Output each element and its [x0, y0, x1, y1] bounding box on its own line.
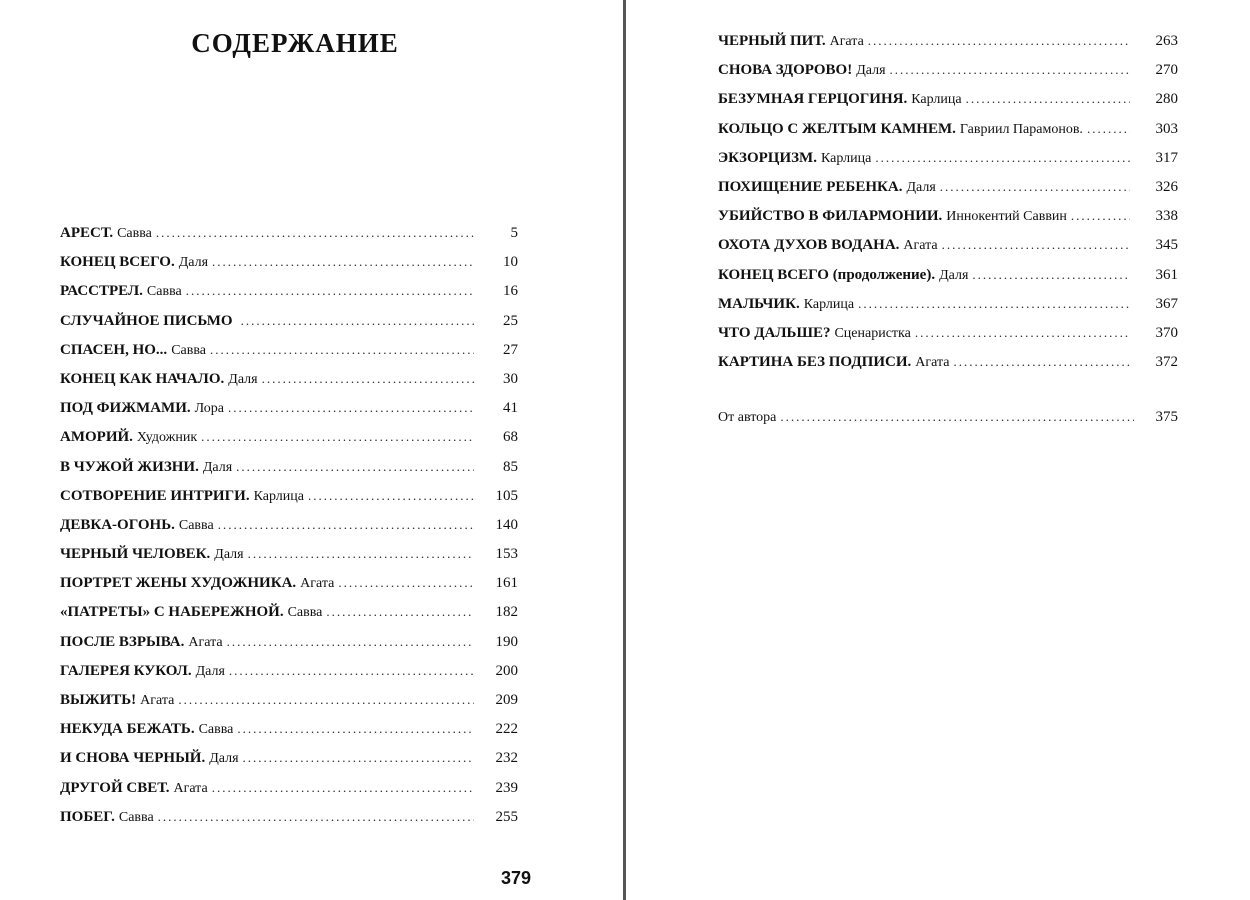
dot-leader [228, 396, 474, 420]
toc-page: 222 [495, 721, 518, 738]
toc-entry[interactable] [718, 175, 1178, 204]
toc-author: Даля [209, 751, 239, 767]
toc-author: Даля [178, 255, 209, 271]
toc-heading: УБИЙСТВО В ФИЛАРМОНИИ. [718, 208, 943, 225]
toc-heading: ЧЕРНЫЙ ЧЕЛОВЕК. [60, 546, 211, 563]
toc-page: 27 [503, 341, 518, 358]
toc-heading: ПОСЛЕ ВЗРЫВА. [60, 633, 185, 650]
dot-leader [156, 221, 474, 245]
toc-author: Иннокентий Саввин [946, 209, 1067, 225]
toc-entry[interactable] [718, 263, 1178, 292]
toc-entry[interactable] [60, 571, 518, 600]
toc-page: 239 [495, 779, 518, 796]
toc-page: 361 [1155, 266, 1178, 283]
toc-page: 140 [495, 516, 518, 533]
toc-entry[interactable] [718, 233, 1178, 262]
toc-heading: ЧТО ДАЛЬШЕ? [718, 324, 831, 341]
toc-author: Агата [300, 576, 335, 592]
toc-heading: РАССТРЕЛ. [60, 283, 143, 300]
toc-page: 85 [503, 458, 518, 475]
afterword-entry[interactable] [718, 405, 1178, 434]
dot-leader [218, 513, 474, 537]
toc-heading: СПАСЕН, НО... [60, 341, 168, 358]
toc-entry[interactable] [718, 204, 1178, 233]
toc-author: Агата [915, 355, 950, 371]
page-title: СОДЕРЖАНИЕ [191, 28, 399, 58]
toc-heading: ОХОТА ДУХОВ ВОДАНА. [718, 237, 900, 254]
toc-author: Лора [194, 401, 224, 417]
toc-heading: БЕЗУМНАЯ ГЕРЦОГИНЯ. [718, 91, 908, 108]
dot-leader [326, 600, 474, 624]
toc-heading: В ЧУЖОЙ ЖИЗНИ. [60, 458, 199, 475]
toc-heading: МАЛЬЧИК. [718, 295, 800, 312]
toc-heading: СЛУЧАЙНОЕ ПИСЬМО [60, 312, 233, 329]
toc-page: 367 [1155, 295, 1178, 312]
toc-heading: ПОБЕГ. [60, 808, 115, 825]
toc-heading: КОНЕЦ ВСЕГО (продолжение). [718, 266, 936, 283]
toc-entry[interactable] [60, 250, 518, 279]
toc-entry[interactable] [718, 350, 1178, 379]
toc-page: 280 [1155, 91, 1178, 108]
toc-page: 370 [1155, 324, 1178, 341]
toc-author: Карлица [803, 296, 855, 312]
toc-page: 161 [495, 575, 518, 592]
toc-entry[interactable] [718, 87, 1178, 116]
toc-entry[interactable] [60, 367, 518, 396]
toc-page: 209 [495, 692, 518, 708]
book-spine [623, 0, 626, 900]
toc-page: 68 [503, 429, 518, 446]
toc-author: Карлица [911, 92, 962, 108]
toc-author: Карлица [253, 488, 304, 504]
right-page [628, 0, 1250, 900]
toc-heading: ЭКЗОРЦИЗМ. [718, 149, 817, 166]
toc-heading: От автора [718, 410, 777, 425]
toc-author: Савва [118, 809, 154, 825]
toc-author: Агата [188, 634, 223, 650]
toc-list-left [60, 221, 518, 834]
toc-heading: АМОРИЙ. [60, 429, 133, 446]
dot-leader [308, 484, 474, 508]
toc-heading: ПОХИЩЕНИЕ РЕБЕНКА. [718, 178, 903, 195]
toc-page: 153 [495, 546, 518, 563]
toc-author: Даля [228, 371, 258, 387]
toc-author: Агата [903, 238, 938, 254]
toc-author: Даля [214, 547, 244, 563]
toc-author: Агата [140, 693, 175, 708]
toc-entry[interactable] [718, 146, 1178, 175]
toc-author: Сценаристка [834, 325, 911, 341]
dot-leader [201, 425, 474, 449]
toc-page: 255 [495, 808, 518, 825]
dot-leader [210, 338, 474, 362]
dot-leader [942, 233, 1130, 257]
toc-page: 41 [503, 400, 518, 417]
toc-entry[interactable] [718, 292, 1178, 321]
dot-leader [178, 688, 474, 712]
toc-heading: КОНЕЦ ВСЕГО. [60, 254, 175, 271]
dot-leader [890, 58, 1130, 82]
toc-heading: ДРУГОЙ СВЕТ. [60, 779, 170, 796]
dot-leader [227, 630, 474, 654]
dot-leader [158, 805, 474, 829]
dot-leader [262, 367, 474, 391]
dot-leader [212, 250, 474, 274]
toc-author: Даля [906, 179, 936, 195]
toc-heading: СНОВА ЗДОРОВО! [718, 62, 853, 79]
toc-entry[interactable] [60, 542, 518, 571]
dot-leader [780, 405, 1134, 429]
toc-entry[interactable] [60, 396, 518, 425]
dot-leader [338, 571, 474, 595]
toc-entry[interactable] [60, 309, 518, 338]
toc-page: 303 [1155, 120, 1178, 137]
toc-entry[interactable] [60, 746, 518, 775]
toc-page: 338 [1155, 208, 1178, 225]
toc-entry[interactable] [60, 455, 518, 484]
toc-entry[interactable] [60, 338, 518, 367]
toc-page: 200 [495, 662, 518, 679]
dot-leader [243, 746, 474, 770]
toc-entry[interactable] [60, 688, 518, 717]
toc-author: Художник [136, 430, 198, 446]
toc-heading: «ПАТРЕТЫ» С НАБЕРЕЖНОЙ. [60, 604, 284, 621]
toc-heading: КОЛЬЦО С ЖЕЛТЫМ КАМНЕМ. [718, 120, 956, 137]
left-page [0, 0, 624, 900]
toc-entry[interactable] [60, 425, 518, 454]
toc-author: Агата [829, 34, 864, 49]
toc-entry[interactable] [60, 805, 518, 834]
toc-heading: СОТВОРЕНИЕ ИНТРИГИ. [60, 487, 250, 504]
dot-leader [858, 292, 1130, 316]
toc-heading: И СНОВА ЧЕРНЫЙ. [60, 750, 206, 767]
toc-entry[interactable] [60, 513, 518, 542]
dot-leader [236, 455, 474, 479]
toc-heading: НЕКУДА БЕЖАТЬ. [60, 721, 195, 738]
toc-page: 232 [495, 750, 518, 767]
dot-leader [972, 263, 1130, 287]
toc-author: Даля [202, 459, 233, 475]
dot-leader [940, 175, 1130, 199]
toc-author: Савва [146, 284, 182, 300]
toc-page: 317 [1155, 149, 1178, 166]
toc-author: Агата [173, 780, 208, 796]
toc-entry[interactable] [718, 58, 1178, 87]
toc-entry[interactable] [60, 776, 518, 805]
toc-entry[interactable] [60, 279, 518, 308]
toc-author: Савва [287, 605, 323, 621]
toc-page: 16 [503, 283, 518, 300]
toc-author: Савва [171, 342, 206, 358]
toc-page: 372 [1155, 354, 1178, 371]
toc-page: 30 [503, 370, 518, 387]
toc-heading: АРЕСТ. [60, 225, 114, 241]
toc-page: 326 [1155, 178, 1178, 195]
dot-leader [237, 717, 474, 741]
toc-page: 182 [495, 604, 518, 621]
dot-leader [966, 87, 1130, 111]
toc-entry[interactable] [60, 659, 518, 688]
toc-heading: ПОД ФИЖМАМИ. [60, 400, 191, 417]
toc-author: Даля [939, 267, 969, 283]
toc-entry[interactable] [60, 600, 518, 629]
toc-list-right [718, 29, 1178, 379]
dot-leader [241, 309, 474, 333]
toc-author: Даля [195, 663, 225, 679]
dot-leader [915, 321, 1130, 345]
toc-entry[interactable] [718, 29, 1178, 58]
toc-author: Савва [117, 226, 152, 241]
toc-heading: ПОРТРЕТ ЖЕНЫ ХУДОЖНИКА. [60, 575, 297, 592]
toc-page: 10 [503, 254, 518, 271]
toc-page: 270 [1155, 62, 1178, 79]
toc-heading: КОНЕЦ КАК НАЧАЛО. [60, 370, 225, 387]
dot-leader [212, 776, 474, 800]
toc-entry[interactable] [60, 221, 518, 250]
dot-leader [953, 350, 1130, 374]
toc-author: Даля [856, 63, 886, 79]
toc-page: 263 [1155, 33, 1178, 49]
toc-heading: ДЕВКА-ОГОНЬ. [60, 516, 175, 533]
toc-author: Гавриил Парамонов. [959, 121, 1083, 137]
dot-leader [229, 659, 474, 683]
toc-page: 105 [495, 487, 518, 504]
toc-author: Савва [178, 517, 214, 533]
toc-author: Карлица [820, 150, 872, 166]
toc-page: 5 [510, 225, 518, 241]
toc-page: 345 [1155, 237, 1178, 254]
dot-leader [1087, 117, 1130, 141]
toc-heading: ЧЕРНЫЙ ПИТ. [718, 33, 826, 49]
toc-page: 375 [1155, 409, 1178, 425]
dot-leader [248, 542, 474, 566]
toc-entry[interactable] [60, 717, 518, 746]
toc-author: Савва [198, 722, 234, 738]
toc-page: 190 [495, 633, 518, 650]
dot-leader [186, 279, 474, 303]
toc-entry[interactable] [718, 321, 1178, 350]
dot-leader [875, 146, 1130, 170]
toc-heading: ГАЛЕРЕЯ КУКОЛ. [60, 662, 192, 679]
toc-entry[interactable] [718, 117, 1178, 146]
page-number: 379 [500, 868, 532, 888]
toc-heading: ВЫЖИТЬ! [60, 692, 137, 708]
dot-leader [868, 29, 1130, 53]
toc-entry[interactable] [60, 630, 518, 659]
toc-page: 25 [503, 312, 518, 329]
toc-entry[interactable] [60, 484, 518, 513]
toc-heading: КАРТИНА БЕЗ ПОДПИСИ. [718, 354, 912, 371]
dot-leader [1071, 204, 1130, 228]
